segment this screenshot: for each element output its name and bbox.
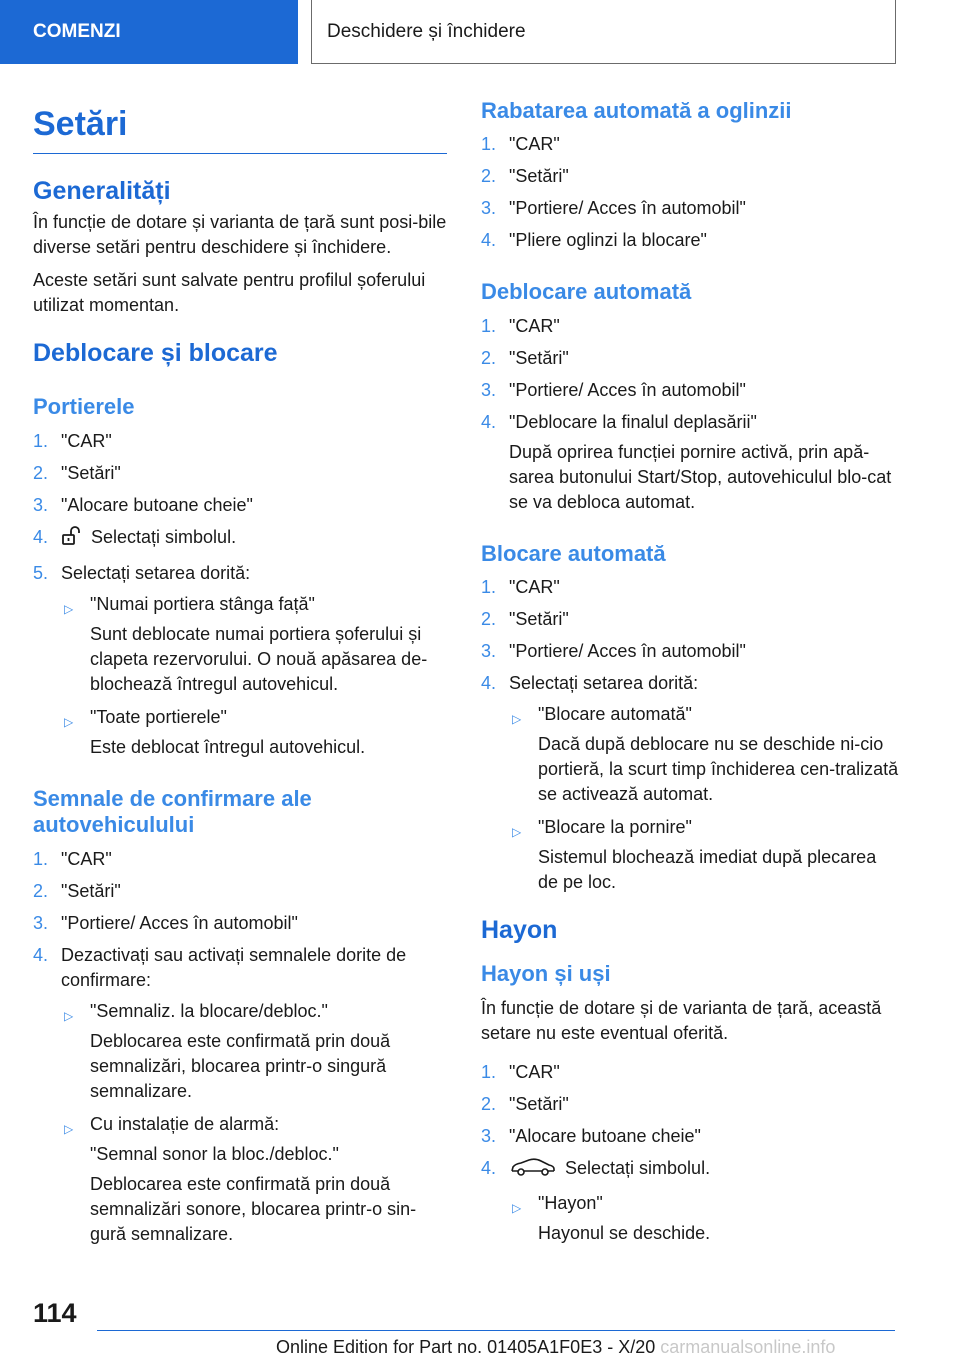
step-number: 1. [481, 134, 497, 155]
options-list [509, 1191, 901, 1246]
list-item [481, 639, 901, 664]
triangle-right-icon: ▷ [64, 714, 74, 729]
step-description: După oprirea funcției pornire activă, prin apă-sarea butonului Start/Stop, autovehiculul blo-cat se va debloca automat. [509, 441, 892, 512]
list-item [481, 607, 901, 632]
list-item [481, 228, 901, 253]
list-item [481, 575, 901, 600]
options-list [509, 702, 901, 895]
list-item [33, 911, 447, 936]
step-number: 4. [481, 230, 497, 251]
list-item [33, 429, 447, 454]
list-item [33, 461, 447, 486]
heading-deblocare-blocare: Deblocare și blocare [33, 339, 278, 368]
list-item [481, 164, 901, 189]
step-text: "CAR" [61, 848, 112, 869]
option-description: Hayonul se deschide. [538, 1222, 711, 1243]
option-label: "Toate portierele" [90, 706, 227, 727]
step-number: 4. [481, 1157, 497, 1178]
list-item [33, 943, 447, 1247]
step-text: "Alocare butoane cheie" [61, 494, 253, 515]
step-text: "Setări" [509, 609, 569, 630]
step-number: 4. [33, 526, 49, 547]
paragraph: Aceste setări sunt salvate pentru profilul șoferului utilizat momentan. [33, 270, 426, 316]
option-item [61, 999, 447, 1104]
step-text: "Setări" [61, 462, 121, 483]
step-number: 3. [33, 494, 49, 515]
options-list [61, 592, 447, 760]
step-number: 3. [33, 912, 49, 933]
heading-hayon-usi: Hayon și uși [481, 961, 611, 987]
step-text: "Portiere/ Acces în automobil" [509, 641, 746, 662]
option-description: Sunt deblocate numai portiera șoferului și clapeta rezervorului. O nouă apăsarea de-blochează întregul autovehicul. [90, 623, 428, 694]
section-tab [0, 0, 298, 64]
step-text: "Setări" [509, 347, 569, 368]
list-item [33, 525, 447, 554]
list-item [481, 410, 901, 515]
step-text: "Alocare butoane cheie" [509, 1125, 701, 1146]
left-column [33, 96, 447, 1255]
step-number: 2. [33, 462, 49, 483]
step-text: Selectați setarea dorită: [509, 673, 699, 694]
list-item [481, 314, 901, 339]
steps-list [481, 575, 901, 895]
step-text: Selectați simbolul. [91, 526, 237, 547]
steps-list [481, 1060, 901, 1246]
heading-portierele: Portierele [33, 394, 135, 420]
option-item [509, 1191, 901, 1246]
step-text: "Pliere oglinzi la blocare" [509, 230, 707, 251]
steps-list [481, 132, 901, 253]
step-text: "CAR" [509, 315, 560, 336]
option-label: "Semnaliz. la blocare/debloc." [90, 1000, 328, 1021]
step-text: Selectați setarea dorită: [61, 562, 251, 583]
step-number: 4. [481, 411, 497, 432]
chapter-title-label: Deschidere și închidere [327, 20, 526, 42]
step-number: 4. [33, 944, 49, 965]
list-item [33, 493, 447, 518]
option-item [61, 705, 447, 760]
step-number: 1. [481, 577, 497, 598]
triangle-right-icon: ▷ [64, 601, 74, 616]
step-number: 3. [481, 198, 497, 219]
paragraph: În funcție de dotare și de varianta de țară, această setare nu este eventual oferită. [481, 997, 882, 1043]
chapter-title [311, 0, 896, 64]
option-item [61, 592, 447, 697]
option-label: "Blocare la pornire" [538, 817, 692, 838]
car-icon [509, 1156, 557, 1185]
list-item [481, 1092, 901, 1117]
step-number: 3. [481, 641, 497, 662]
step-number: 1. [33, 848, 49, 869]
list-item [481, 1060, 901, 1085]
step-text: "CAR" [61, 430, 112, 451]
step-number: 4. [481, 673, 497, 694]
step-text: "Portiere/ Acces în automobil" [509, 379, 746, 400]
step-text: "CAR" [509, 1061, 560, 1082]
steps-list [33, 847, 447, 1247]
steps-list [481, 314, 901, 515]
heading-semnale: Semnale de confirmare ale autovehiculului [33, 785, 312, 838]
step-text: "Deblocare la finalul deplasării" [509, 411, 757, 432]
heading-generalitati: Generalități [33, 177, 171, 206]
list-item [33, 561, 447, 760]
page-title: Setări [33, 105, 128, 143]
option-description: Deblocarea este confirmată prin două semnalizări, blocarea printr-o singură semnalizare. [90, 1030, 391, 1101]
step-number: 1. [33, 430, 49, 451]
list-item [481, 132, 901, 157]
step-number: 2. [481, 1093, 497, 1114]
footer-edition [276, 1337, 835, 1358]
watermark: carmanualsonline.info [660, 1337, 836, 1357]
option-item [509, 815, 901, 895]
step-number: 1. [481, 1061, 497, 1082]
triangle-right-icon: ▷ [512, 1200, 522, 1215]
step-number: 3. [481, 1125, 497, 1146]
list-item [481, 378, 901, 403]
triangle-right-icon: ▷ [512, 712, 522, 727]
paragraph: În funcție de dotare și varianta de țară sunt posi-bile diverse setări pentru deschidere și închidere. [33, 212, 447, 258]
step-text: "Portiere/ Acces în automobil" [509, 198, 746, 219]
option-item [509, 702, 901, 807]
option-label: "Numai portiera stânga față" [90, 593, 315, 614]
step-number: 1. [481, 315, 497, 336]
triangle-right-icon: ▷ [64, 1121, 74, 1136]
option-description: Deblocarea este confirmată prin două semnalizări sonore, blocarea printr-o sin-gură semnalizare. [90, 1173, 417, 1244]
section-tab-label: COMENZI [33, 21, 121, 42]
option-item [61, 1112, 447, 1247]
option-description: "Semnal sonor la bloc./debloc." [90, 1143, 339, 1164]
step-text: "Setări" [61, 880, 121, 901]
page-number: 114 [33, 1298, 77, 1328]
list-item [481, 346, 901, 371]
option-description: Este deblocat întregul autovehicul. [90, 736, 366, 757]
step-text: Selectați simbolul. [565, 1157, 711, 1178]
step-text: Dezactivați sau activați semnalele dorite de confirmare: [61, 944, 407, 990]
step-text: "CAR" [509, 134, 560, 155]
step-text: "CAR" [509, 577, 560, 598]
step-text: "Setări" [509, 166, 569, 187]
list-item [33, 879, 447, 904]
triangle-right-icon: ▷ [64, 1008, 74, 1023]
option-label: "Blocare automată" [538, 704, 692, 725]
step-number: 2. [33, 880, 49, 901]
edition-text: Online Edition for Part no. 01405A1F0E3 - X/20 [276, 1337, 656, 1357]
step-text: "Setări" [509, 1093, 569, 1114]
triangle-right-icon: ▷ [512, 825, 522, 840]
step-number: 3. [481, 379, 497, 400]
heading-oglinzi: Rabatarea automată a oglinzii [481, 98, 792, 123]
option-label: Cu instalație de alarmă: [90, 1113, 280, 1134]
step-text: "Portiere/ Acces în automobil" [61, 912, 298, 933]
list-item [481, 1124, 901, 1149]
option-label: "Hayon" [538, 1192, 603, 1213]
list-item [481, 196, 901, 221]
footer-divider [97, 1330, 895, 1331]
unlock-icon [61, 525, 83, 554]
option-description: Dacă după deblocare nu se deschide ni-cio portieră, la scurt timp închiderea cen-tralizată se activează automat. [538, 734, 899, 805]
option-description: Sistemul blochează imediat după plecarea de pe loc. [538, 847, 877, 893]
list-item [481, 1156, 901, 1246]
step-number: 2. [481, 166, 497, 187]
right-column [481, 96, 901, 1254]
step-number: 5. [33, 562, 49, 583]
heading-blocare-automata: Blocare automată [481, 540, 666, 566]
title-divider [33, 153, 447, 154]
heading-deblocare-automata: Deblocare automată [481, 279, 692, 305]
step-number: 2. [481, 609, 497, 630]
step-number: 2. [481, 347, 497, 368]
options-list [61, 999, 447, 1247]
list-item [481, 671, 901, 895]
list-item [33, 847, 447, 872]
steps-list [33, 429, 447, 760]
heading-hayon: Hayon [481, 916, 558, 945]
